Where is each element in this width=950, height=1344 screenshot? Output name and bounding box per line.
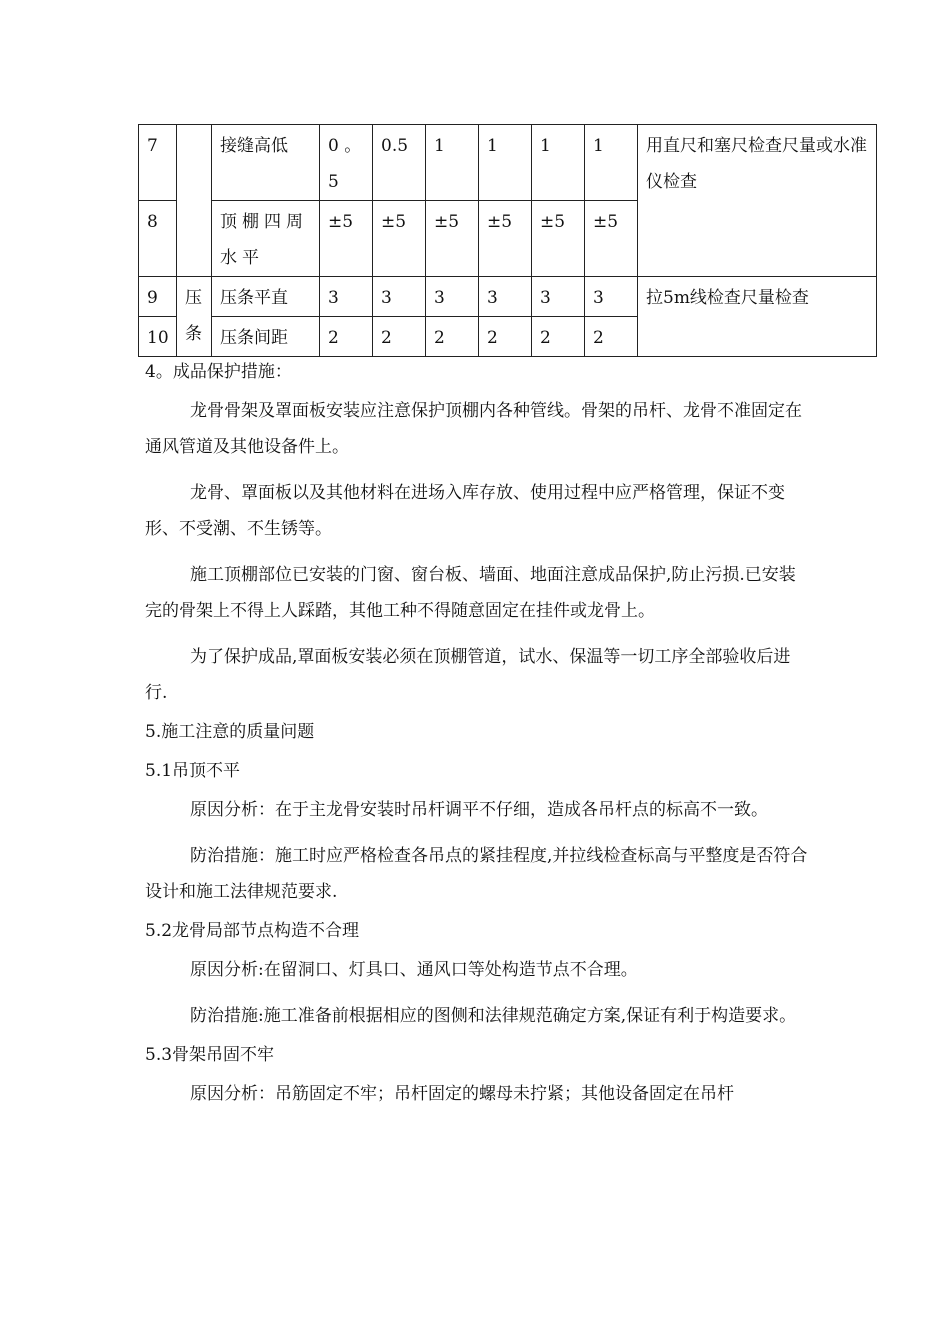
tolerance-value: 3 (373, 277, 426, 317)
tolerance-value: 2 (373, 317, 426, 357)
paragraph: 龙骨骨架及罩面板安装应注意保护顶棚内各种管线。骨架的吊杆、龙骨不准固定在通风管道及其他设备件上。 (145, 401, 802, 457)
body-text (145, 351, 809, 1112)
table-row (139, 277, 877, 317)
category-cell (177, 125, 212, 277)
tolerance-value: 1 (532, 125, 585, 201)
item-name: 顶棚四周水平 (212, 201, 320, 277)
tolerance-value: 2 (585, 317, 638, 357)
tolerance-value: 3 (532, 277, 585, 317)
item-name: 压条间距 (212, 317, 320, 357)
tolerance-value: 1 (479, 125, 532, 201)
paragraph: 原因分析：在于主龙骨安装时吊杆调平不仔细，造成各吊杆点的标高不一致。 (190, 800, 768, 820)
tolerance-value: 1 (426, 125, 479, 201)
tolerance-value: 3 (320, 277, 373, 317)
tolerance-value: ±5 (320, 201, 373, 277)
tolerance-value: ±5 (585, 201, 638, 277)
subsection-heading: 5.3骨架吊固不牢 (145, 1045, 275, 1065)
section-heading: 4。成品保护措施： (145, 362, 292, 382)
paragraph: 防治措施:施工准备前根据相应的图侧和法律规范确定方案,保证有利于构造要求。 (190, 1006, 797, 1026)
tolerance-value: 2 (532, 317, 585, 357)
tolerance-value: 0.5 (373, 125, 426, 201)
item-name: 接缝高低 (212, 125, 320, 201)
paragraph: 原因分析：吊筋固定不牢；吊杆固定的螺母未拧紧；其他设备固定在吊杆 (190, 1084, 734, 1104)
subsection-heading: 5.2龙骨局部节点构造不合理 (145, 921, 360, 941)
tolerance-value: 0 。 5 (320, 125, 373, 201)
paragraph: 原因分析:在留洞口、灯具口、通风口等处构造节点不合理。 (190, 960, 638, 980)
tolerance-value: 3 (585, 277, 638, 317)
row-number: 9 (139, 277, 177, 317)
item-name: 压条平直 (212, 277, 320, 317)
tolerance-value: ±5 (426, 201, 479, 277)
tolerance-value: ±5 (373, 201, 426, 277)
inspection-method: 拉5m线检查尺量检查 (638, 277, 877, 357)
tolerance-value: 2 (320, 317, 373, 357)
tolerance-value: 1 (585, 125, 638, 201)
paragraph: 龙骨、罩面板以及其他材料在进场入库存放、使用过程中应严格管理，保证不变形、不受潮、不生锈等。 (145, 483, 785, 539)
row-number: 8 (139, 201, 177, 277)
tolerance-value: 2 (479, 317, 532, 357)
tolerance-value: ±5 (479, 201, 532, 277)
paragraph: 防治措施：施工时应严格检查各吊点的紧挂程度,并拉线检查标高与平整度是否符合设计和施工法律规范要求. (145, 846, 808, 902)
tolerance-value: 3 (426, 277, 479, 317)
subsection-heading: 5.1吊顶不平 (145, 761, 241, 781)
paragraph: 施工顶棚部位已安装的门窗、窗台板、墙面、地面注意成品保护,防止污损.已安装完的骨架上不得上人踩踏，其他工种不得随意固定在挂件或龙骨上。 (145, 565, 796, 621)
tolerance-value: 2 (426, 317, 479, 357)
row-number: 10 (139, 317, 177, 357)
inspection-method: 用直尺和塞尺检查尺量或水准仪检查 (638, 125, 877, 277)
row-number: 7 (139, 125, 177, 201)
section-heading: 5.施工注意的质量问题 (145, 722, 315, 742)
tolerance-table (138, 124, 877, 357)
tolerance-value: ±5 (532, 201, 585, 277)
paragraph: 为了保护成品,罩面板安装必须在顶棚管道，试水、保温等一切工序全部验收后进行. (145, 647, 791, 703)
tolerance-value: 3 (479, 277, 532, 317)
category-cell: 压条 (177, 277, 212, 357)
table-row (139, 125, 877, 201)
